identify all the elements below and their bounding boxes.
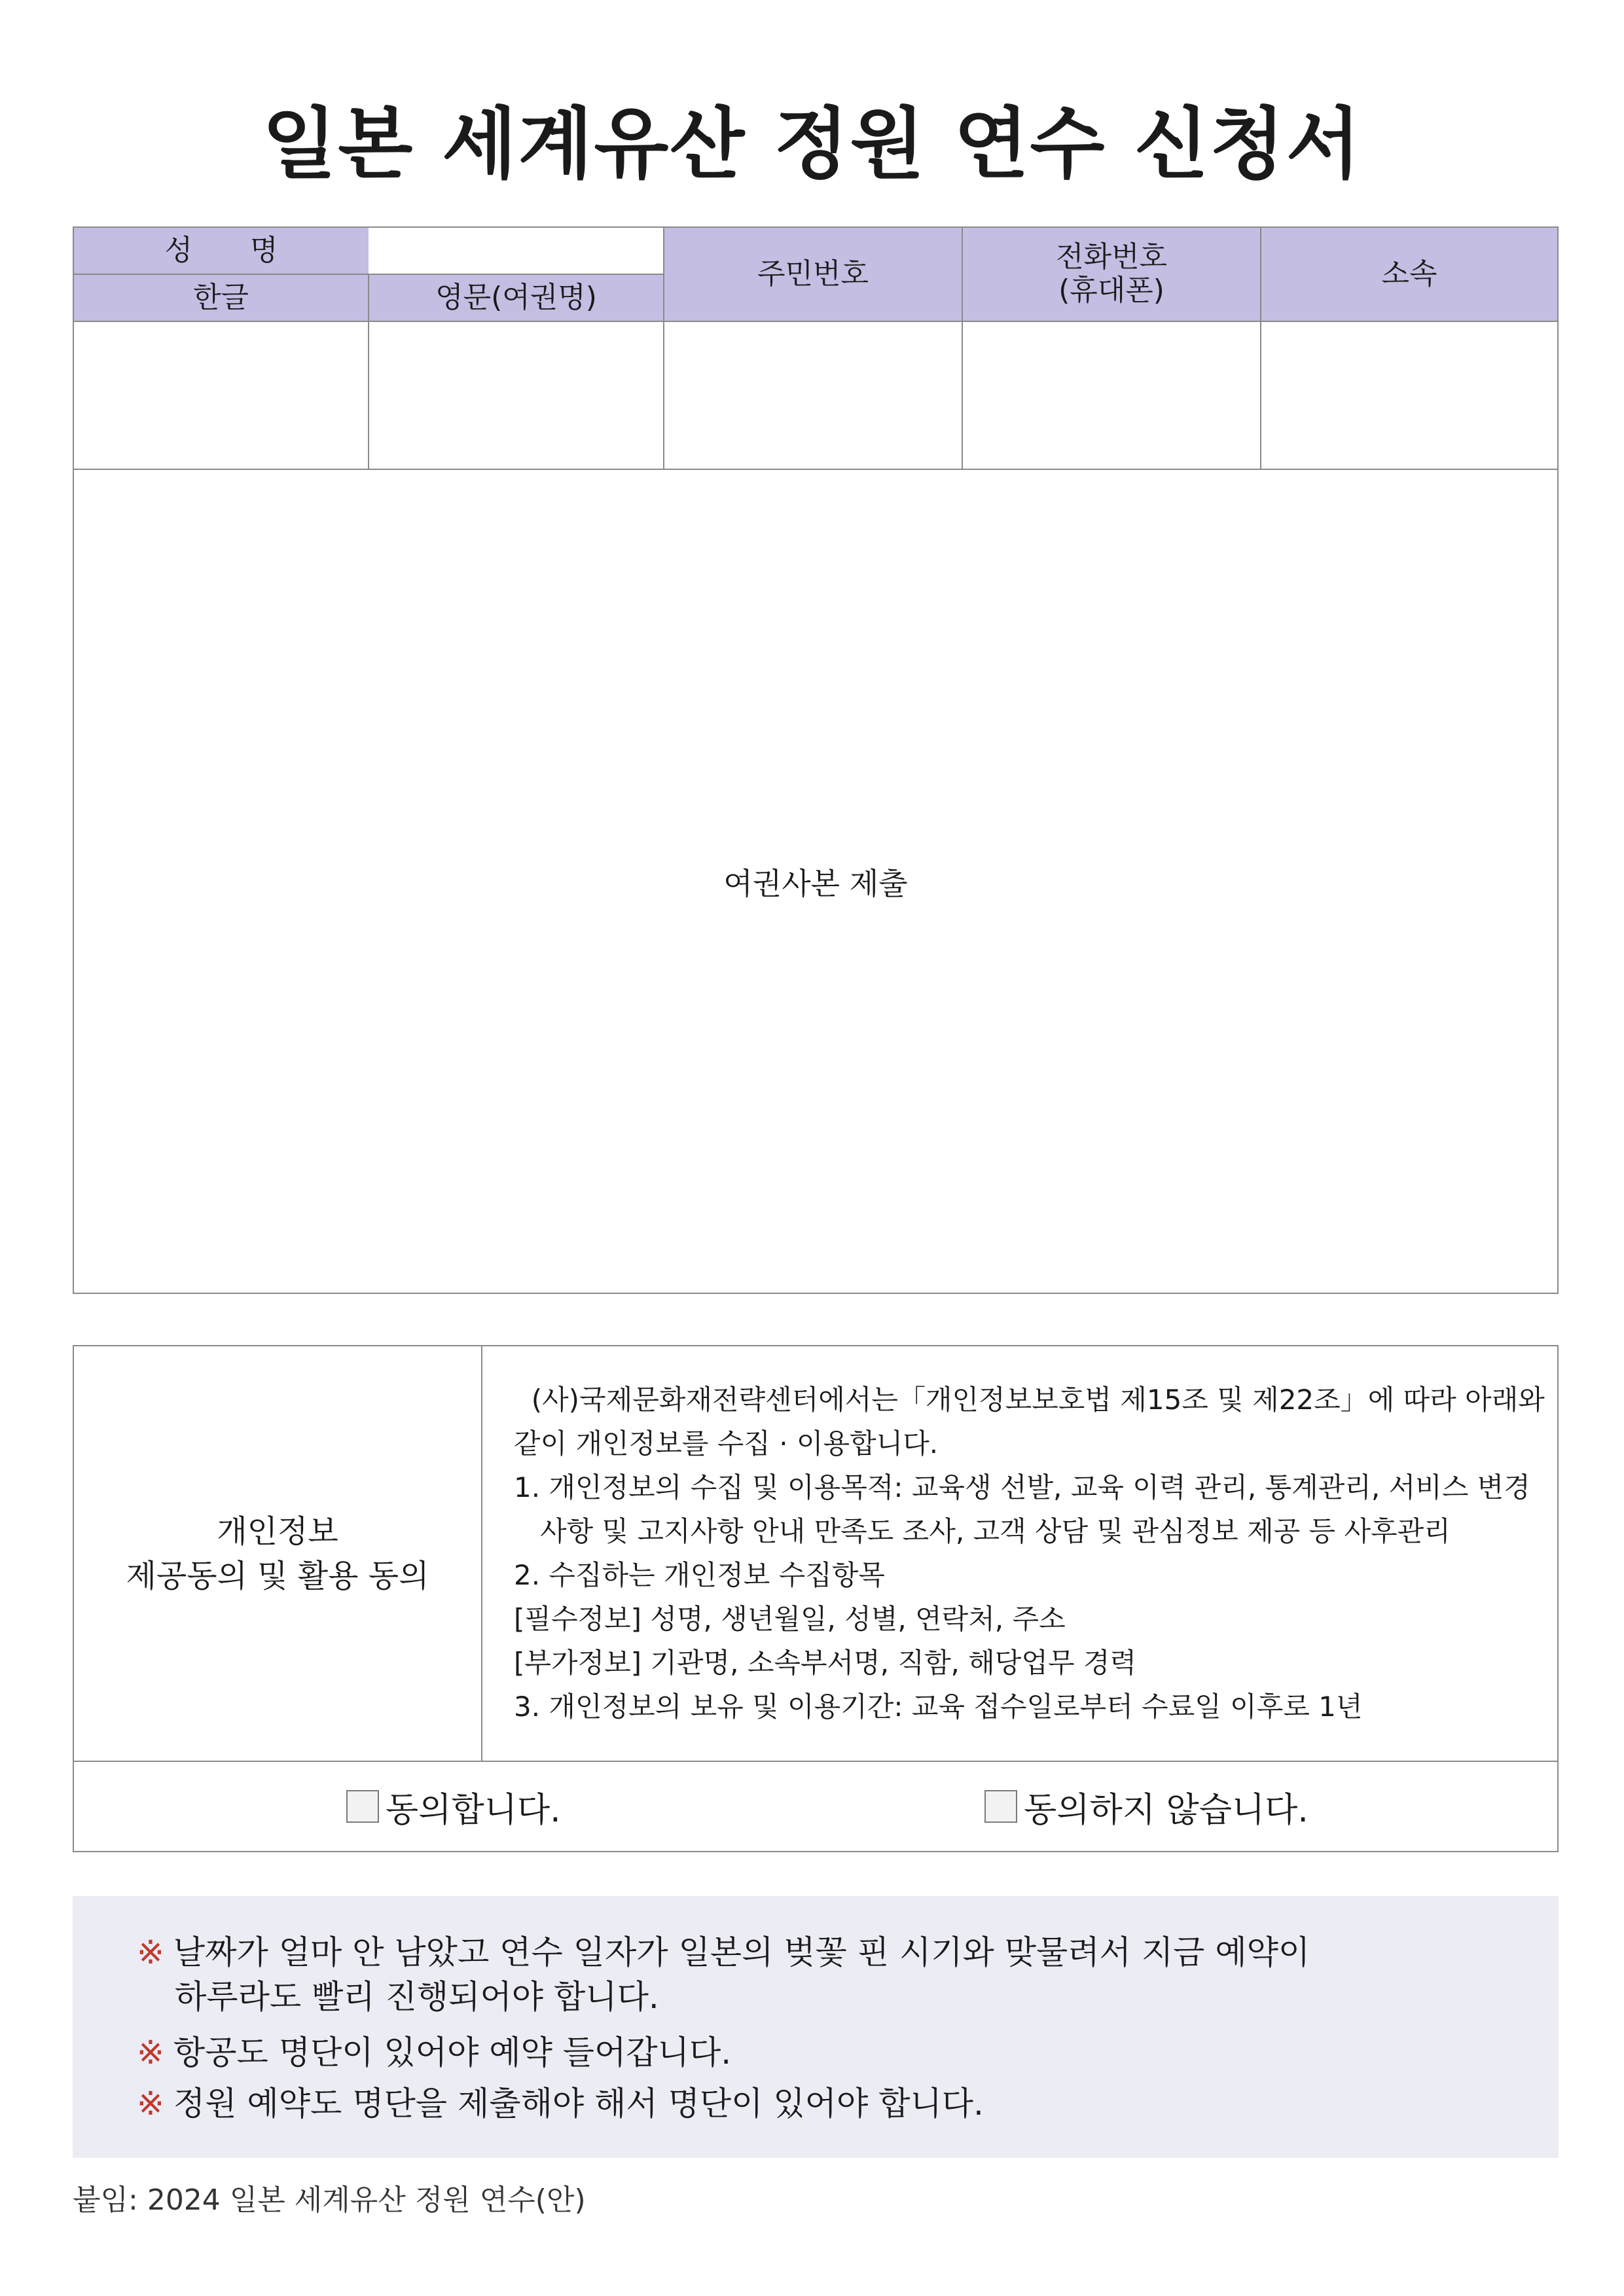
phone-header-line1: 전화번호 (1055, 240, 1167, 274)
note-text: 항공도 명단이 있어야 예약 들어갑니다. (173, 2034, 732, 2072)
note-text: 정원 예약도 명단을 제출해야 해서 명단이 있어야 합니다. (173, 2085, 984, 2123)
reference-mark-icon: ※ (137, 2085, 164, 2123)
english-name-header: 영문(여권명) (369, 275, 663, 321)
affiliation-field[interactable] (1261, 322, 1557, 469)
korean-name-header: 한글 (74, 275, 368, 321)
phone-field[interactable] (963, 322, 1260, 469)
consent-line: (사)국제문화재전략센터에서는「개인정보보호법 제15조 및 제22조」에 따라 아래와 (514, 1384, 1545, 1416)
applicant-table (73, 226, 1559, 1294)
consent-line: 사항 및 고지사항 안내 만족도 조사, 고객 상담 및 관심정보 제공 등 사후관리 (514, 1515, 1451, 1547)
divider (74, 321, 1557, 322)
phone-header (963, 228, 1260, 321)
disagree-label: 동의하지 않습니다. (1024, 1790, 1308, 1830)
note-item (137, 2081, 984, 2126)
consent-body (514, 1378, 1545, 1729)
disagree-checkbox[interactable] (984, 1790, 1017, 1823)
attachment-footer: 붙임: 2024 일본 세계유산 정원 연수(안) (73, 2183, 586, 2217)
phone-header-line2: (휴대폰) (1058, 274, 1164, 307)
page-title: 일본 세계유산 정원 연수 신청서 (262, 99, 1362, 189)
divider (481, 1346, 482, 1761)
consent-label (74, 1346, 481, 1761)
divider (663, 228, 664, 469)
consent-line: 1. 개인정보의 수집 및 이용목적: 교육생 선발, 교육 이력 관리, 통계관리, 서비스 변경 (514, 1471, 1530, 1503)
reference-mark-icon: ※ (137, 2034, 164, 2072)
consent-table (73, 1345, 1559, 1852)
note-item (137, 2030, 731, 2075)
note-text: 하루라도 빨리 진행되어야 합니다. (175, 1978, 659, 2016)
consent-line: 3. 개인정보의 보유 및 이용기간: 교육 접수일로부터 수료일 이후로 1년 (514, 1691, 1363, 1723)
consent-label-line1: 개인정보 (217, 1513, 338, 1550)
note-item-continuation (175, 1975, 659, 2019)
divider (1260, 228, 1261, 469)
korean-name-field[interactable] (74, 322, 368, 469)
agree-option[interactable] (346, 1775, 561, 1838)
consent-line: 2. 수집하는 개인정보 수집항목 (514, 1559, 885, 1591)
consent-line: 같이 개인정보를 수집 · 이용합니다. (514, 1427, 939, 1460)
divider (368, 275, 369, 469)
passport-copy-label: 여권사본 제출 (723, 865, 908, 901)
resident-number-field[interactable] (664, 322, 962, 469)
agree-label: 동의합니다. (386, 1790, 561, 1830)
note-text: 날짜가 얼마 안 남았고 연수 일자가 일본의 벚꽃 핀 시기와 맞물려서 지금 예약이 (173, 1933, 1310, 1971)
affiliation-header: 소속 (1261, 228, 1557, 321)
resident-number-header: 주민번호 (664, 228, 962, 321)
consent-line: [부가정보] 기관명, 소속부서명, 직함, 해당업무 경력 (514, 1647, 1137, 1679)
notes-box (73, 1896, 1559, 2158)
agree-checkbox[interactable] (346, 1790, 379, 1823)
name-header: 성 명 (74, 228, 369, 274)
divider (962, 228, 963, 469)
note-item (137, 1930, 1310, 1975)
consent-label-line2: 제공동의 및 활용 동의 (126, 1557, 429, 1594)
english-name-field[interactable] (369, 322, 663, 469)
passport-copy-area[interactable] (74, 470, 1557, 1293)
divider (74, 1761, 1557, 1762)
reference-mark-icon: ※ (137, 1933, 164, 1971)
disagree-option[interactable] (984, 1775, 1308, 1838)
consent-line: [필수정보] 성명, 생년월일, 성별, 연락처, 주소 (514, 1603, 1066, 1635)
